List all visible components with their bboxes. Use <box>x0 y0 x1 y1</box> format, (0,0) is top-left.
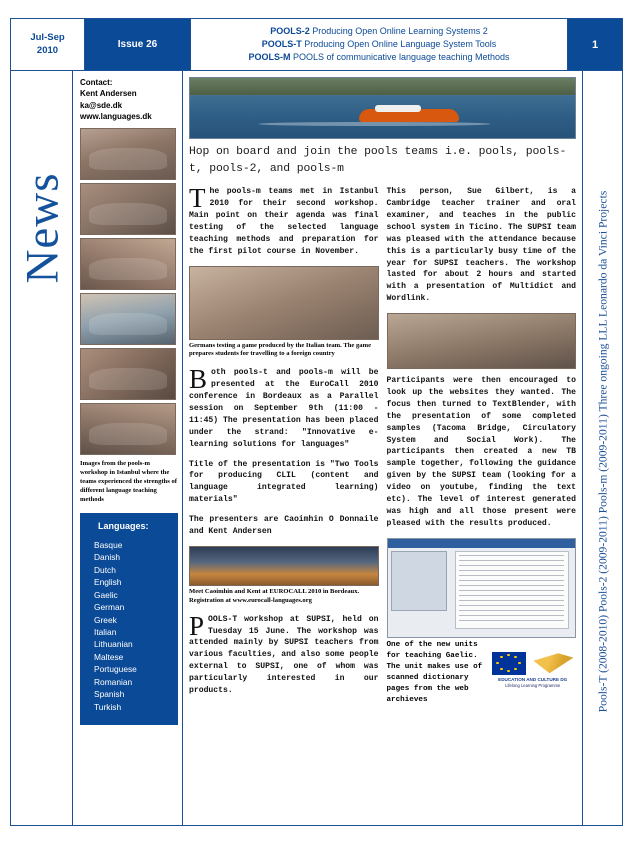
left-text-column <box>189 183 379 826</box>
language-item: Romanian <box>94 676 133 687</box>
workshop-photo <box>80 128 176 180</box>
news-title: News <box>16 172 69 284</box>
bordeaux-photo <box>189 546 379 586</box>
issue-number-badge: Issue 26 <box>85 19 191 70</box>
workshop-photo <box>80 293 176 345</box>
news-masthead-column <box>11 71 73 826</box>
project-title-pools2 <box>270 25 488 38</box>
language-item: Lithuanian <box>94 639 133 650</box>
project-title-poolst-bold: POOLS-T <box>261 38 302 49</box>
project-titles <box>191 19 568 70</box>
hero-boat-cabin <box>375 105 421 112</box>
article-headline: Hop on board and join the pools teams i.e. pools, pools-t, pools-2, and pools-m <box>189 146 567 176</box>
project-title-poolsm-bold: POOLS-M <box>248 52 291 63</box>
body-area <box>11 71 622 826</box>
spine-column <box>582 71 622 826</box>
gaelic-caption-and-logo <box>387 640 577 706</box>
languages-panel <box>80 513 178 725</box>
language-item: Basque <box>94 539 123 550</box>
caption-game-testing: Germans testing a game produced by the Italian team. The game prepares students for travelling to a foreign country <box>189 341 371 358</box>
language-item: Danish <box>94 552 121 563</box>
project-title-pools2-bold: POOLS-2 <box>270 25 310 36</box>
project-title-pools2-rest: Producing Open Online Learning Systems 2 <box>309 25 488 36</box>
contact-name: Kent Andersen <box>80 89 137 99</box>
eu-flag-icon <box>492 652 526 675</box>
project-title-poolst <box>262 38 496 51</box>
screenshot-sidebar <box>391 551 447 612</box>
issue-date <box>11 19 85 70</box>
spine-project-text: Pools-T (2008-2010) Pools-2 (2009-2011) Pools-m (2009-2011) Three ongoing LLL Leonardo da Vinci Projects <box>596 190 610 713</box>
language-item: Maltese <box>94 651 124 662</box>
languages-list <box>94 539 178 713</box>
paragraph-sue-gilbert: This person, Sue Gilbert, is a Cambridge teacher trainer and oral examiner, and teaches in the public school system in Ticino. The SUPSI team was pleased with the attendance because this is a particularly busy time of the year for SUPSI teachers. The workshop lasted for about 2 hours and started with a presentation of Multidict and Wordlink. <box>386 187 576 304</box>
issue-date-line2: 2010 <box>36 44 59 56</box>
hero-shoreline <box>190 78 575 95</box>
paragraph-supsi-workshop: POOLS-T workshop at SUPSI, held on Tuesday 15 June. The workshop was attended mainly by SUPSI teachers from various faculties, and also some people external to SUPSI, one of whom was particularly interested in our products. <box>189 610 379 696</box>
eu-logo-block <box>489 640 576 689</box>
two-column-body <box>189 183 576 826</box>
hero-wake <box>259 122 490 126</box>
workshop-photo <box>80 183 176 235</box>
paragraph-eurocall-conference: Both pools-t and pools-m will be presented at the EuroCall 2010 conference in Bordeaux as a Parallel session on September 9th (11:00 - 11:45) The presentation has been placed under the strand: "Innovative e-learning solutions for languages" <box>189 364 379 449</box>
eu-logo-line2: Lifelong Learning Programme <box>505 683 561 689</box>
page-number: 1 <box>568 19 622 70</box>
contact-website: www.languages.dk <box>80 112 152 122</box>
language-item: Spanish <box>94 689 125 700</box>
article-content <box>183 71 582 826</box>
paragraph-presenters: The presenters are Caoimhin O Donnaile and Kent Andersen <box>189 515 379 537</box>
right-text-column <box>387 186 577 826</box>
screenshot-text-lines <box>459 555 564 624</box>
project-title-poolsm <box>248 51 509 64</box>
masthead <box>11 19 622 71</box>
caption-eurocall: Meet Caoimhin and Kent at EUROCALL 2010 in Bordeaux. Registration at www.eurocall-languages.org <box>189 587 360 604</box>
eu-logo-line1: EDUCATION AND CULTURE DG <box>498 676 568 682</box>
gaelic-unit-screenshot <box>387 538 577 638</box>
project-title-poolsm-rest: POOLS of communicative language teaching Methods <box>290 52 510 63</box>
language-item: Portuguese <box>94 664 137 675</box>
languages-heading: Languages: <box>98 520 149 531</box>
language-item: German <box>94 602 125 613</box>
paragraph-textblender: Participants were then encouraged to look up the websites they wanted. The focus then turned to TextBlender, with the presentation of some completed samples (Tacoma Bridge, Circulatory System and Social Work). The participants then created a new TB sample together, following the guidance given by the SUPSI team (looking for a video on youtube, finding the text etc). The level of interest generated was high and all those present were pleased with the results produced. <box>386 376 576 528</box>
sidebar-photo-caption: Images from the pools-m workshop in Istanbul where the teams experienced the strengths of different language teaching methods <box>80 460 177 503</box>
language-item: Gaelic <box>94 589 118 600</box>
workshop-photo <box>80 348 176 400</box>
contact-block <box>80 77 177 122</box>
issue-date-line1: Jul-Sep <box>30 31 65 43</box>
screenshot-titlebar <box>388 539 576 548</box>
paragraph-pools-m-istanbul: The pools-m teams met in Istanbul 2010 for their second workshop. Main point on their agenda was final testing of the selected language teaching methods and preparation for the first pilot course in November. <box>189 183 379 256</box>
language-item: English <box>94 577 122 588</box>
lifelong-learning-icon <box>533 653 573 673</box>
hero-boat-photo <box>189 77 576 139</box>
supsi-workshop-photo <box>387 313 577 369</box>
paragraph-presentation-title: Title of the presentation is "Two Tools for producing CLIL (content and language integrated learning) materials" <box>189 459 379 505</box>
photo-sidebar <box>73 71 183 826</box>
contact-label: Contact: <box>80 78 113 87</box>
caption-gaelic-unit: One of the new units for teaching Gaelic. The unit makes use of scanned dictionary pages from the web archieves <box>386 640 483 704</box>
language-item: Italian <box>94 626 117 637</box>
language-item: Turkish <box>94 701 122 712</box>
newsletter-page <box>10 18 623 826</box>
workshop-photo <box>80 238 176 290</box>
language-item: Greek <box>94 614 117 625</box>
language-item: Dutch <box>94 564 116 575</box>
game-testing-photo <box>189 266 379 340</box>
project-title-poolst-rest: Producing Open Online Language System Tools <box>301 38 497 49</box>
contact-email: ka@sde.dk <box>80 100 123 110</box>
workshop-photo <box>80 403 176 455</box>
